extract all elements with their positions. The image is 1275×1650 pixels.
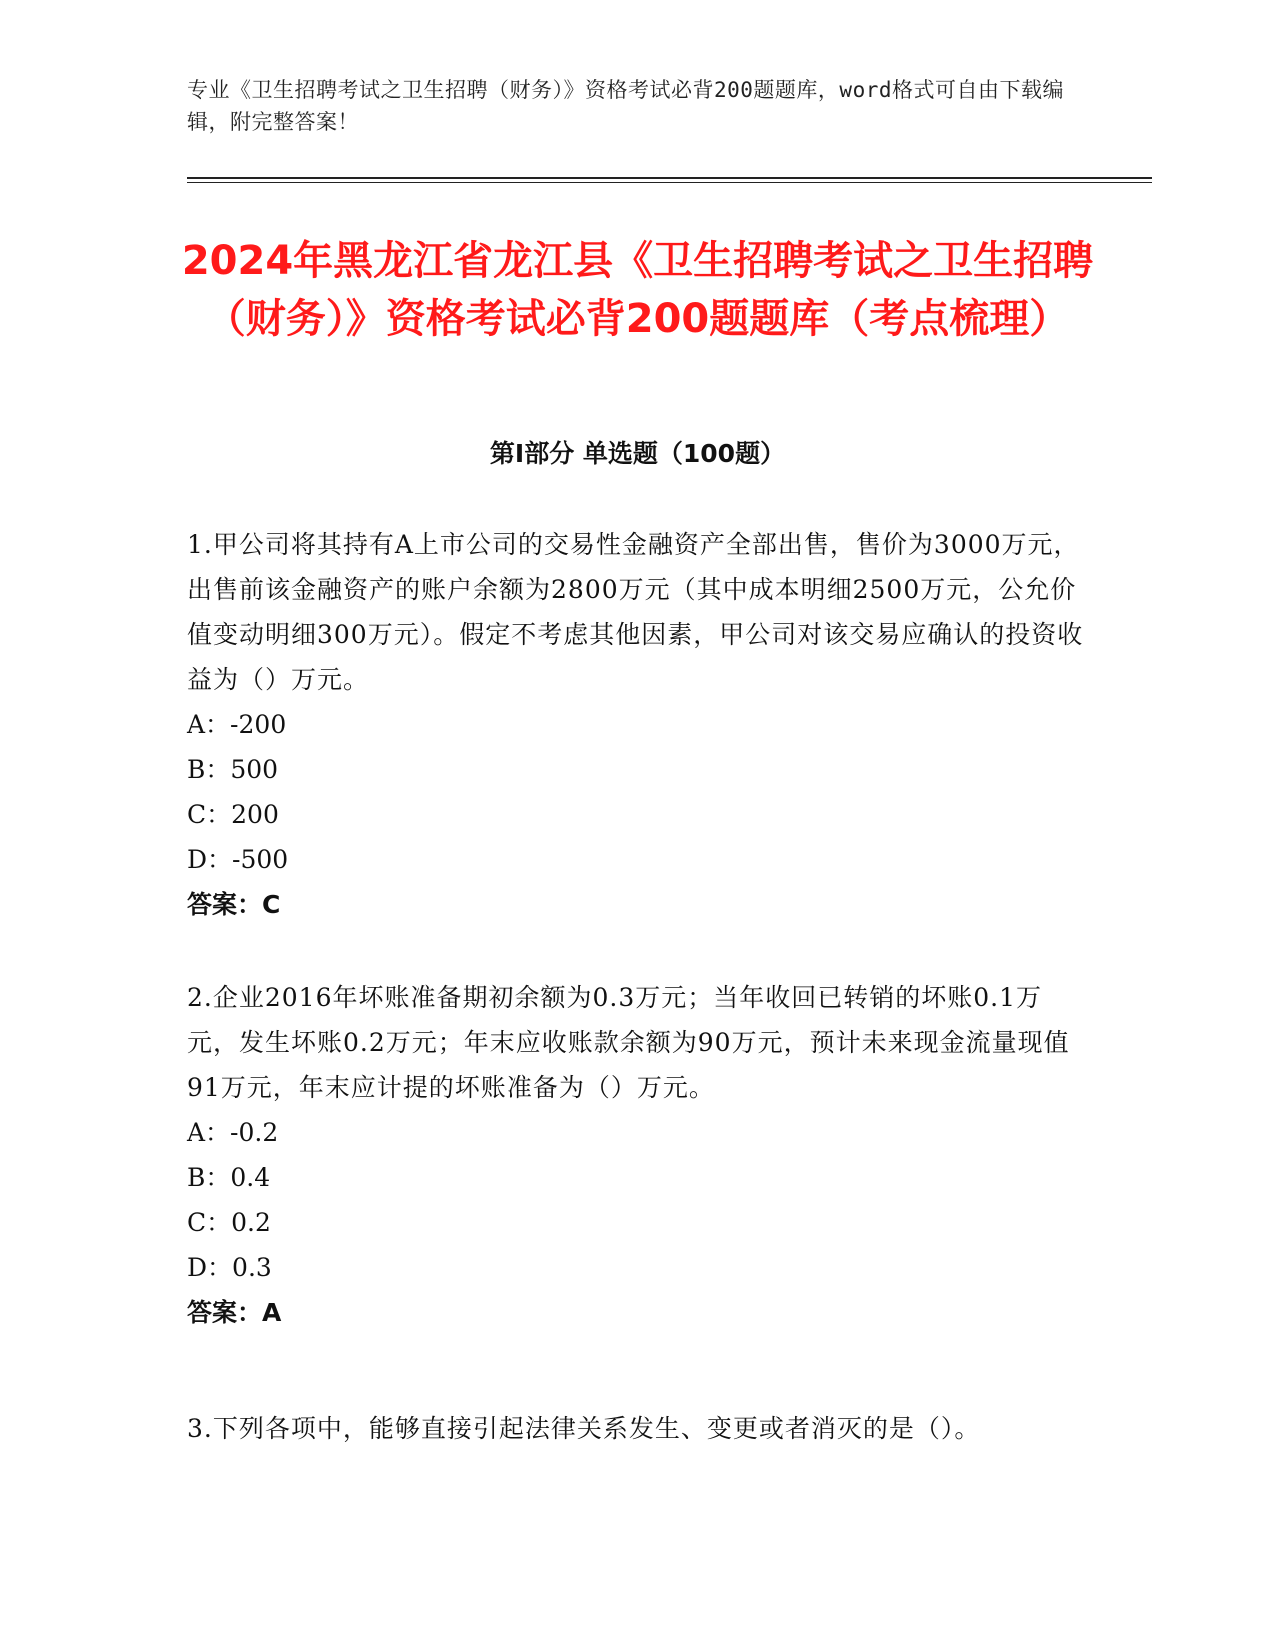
option-b: B：500: [187, 755, 279, 784]
question-1: [187, 522, 1087, 927]
question-2: [187, 975, 1087, 1335]
header-divider: [187, 177, 1152, 183]
question-3: [187, 1406, 1087, 1451]
answer: 答案：A: [187, 1298, 282, 1327]
option-a: A：-0.2: [187, 1118, 279, 1147]
option-a: A：-200: [187, 710, 287, 739]
option-d: D：-500: [187, 845, 289, 874]
option-b: B：0.4: [187, 1163, 271, 1192]
option-d: D：0.3: [187, 1253, 272, 1282]
section-title: 第I部分 单选题（100题）: [489, 439, 786, 468]
answer: 答案：C: [187, 890, 281, 919]
question-stem: 1.甲公司将其持有A上市公司的交易性金融资产全部出售，售价为3000万元，出售前该金融资产的账户余额为2800万元（其中成本明细2500万元，公允价值变动明细300万元）。假定不考虑其他因素，甲公司对该交易应确认的投资收益为（）万元。: [187, 530, 1084, 694]
document-title: 2024年黑龙江省龙江县《卫生招聘考试之卫生招聘（财务）》资格考试必背200题题库（考点梳理）: [181, 238, 1094, 342]
option-c: C：200: [187, 800, 279, 829]
option-c: C：0.2: [187, 1208, 271, 1237]
question-stem: 3.下列各项中，能够直接引起法律关系发生、变更或者消灭的是（）。: [187, 1414, 981, 1443]
question-stem: 2.企业2016年坏账准备期初余额为0.3万元；当年收回已转销的坏账0.1万元，发生坏账0.2万元；年末应收账款余额为90万元，预计未来现金流量现值91万元，年末应计提的坏账准备为（）万元。: [187, 983, 1070, 1102]
header-note: 专业《卫生招聘考试之卫生招聘（财务）》资格考试必背200题题库，word格式可自由下载编辑，附完整答案！: [187, 78, 1064, 134]
